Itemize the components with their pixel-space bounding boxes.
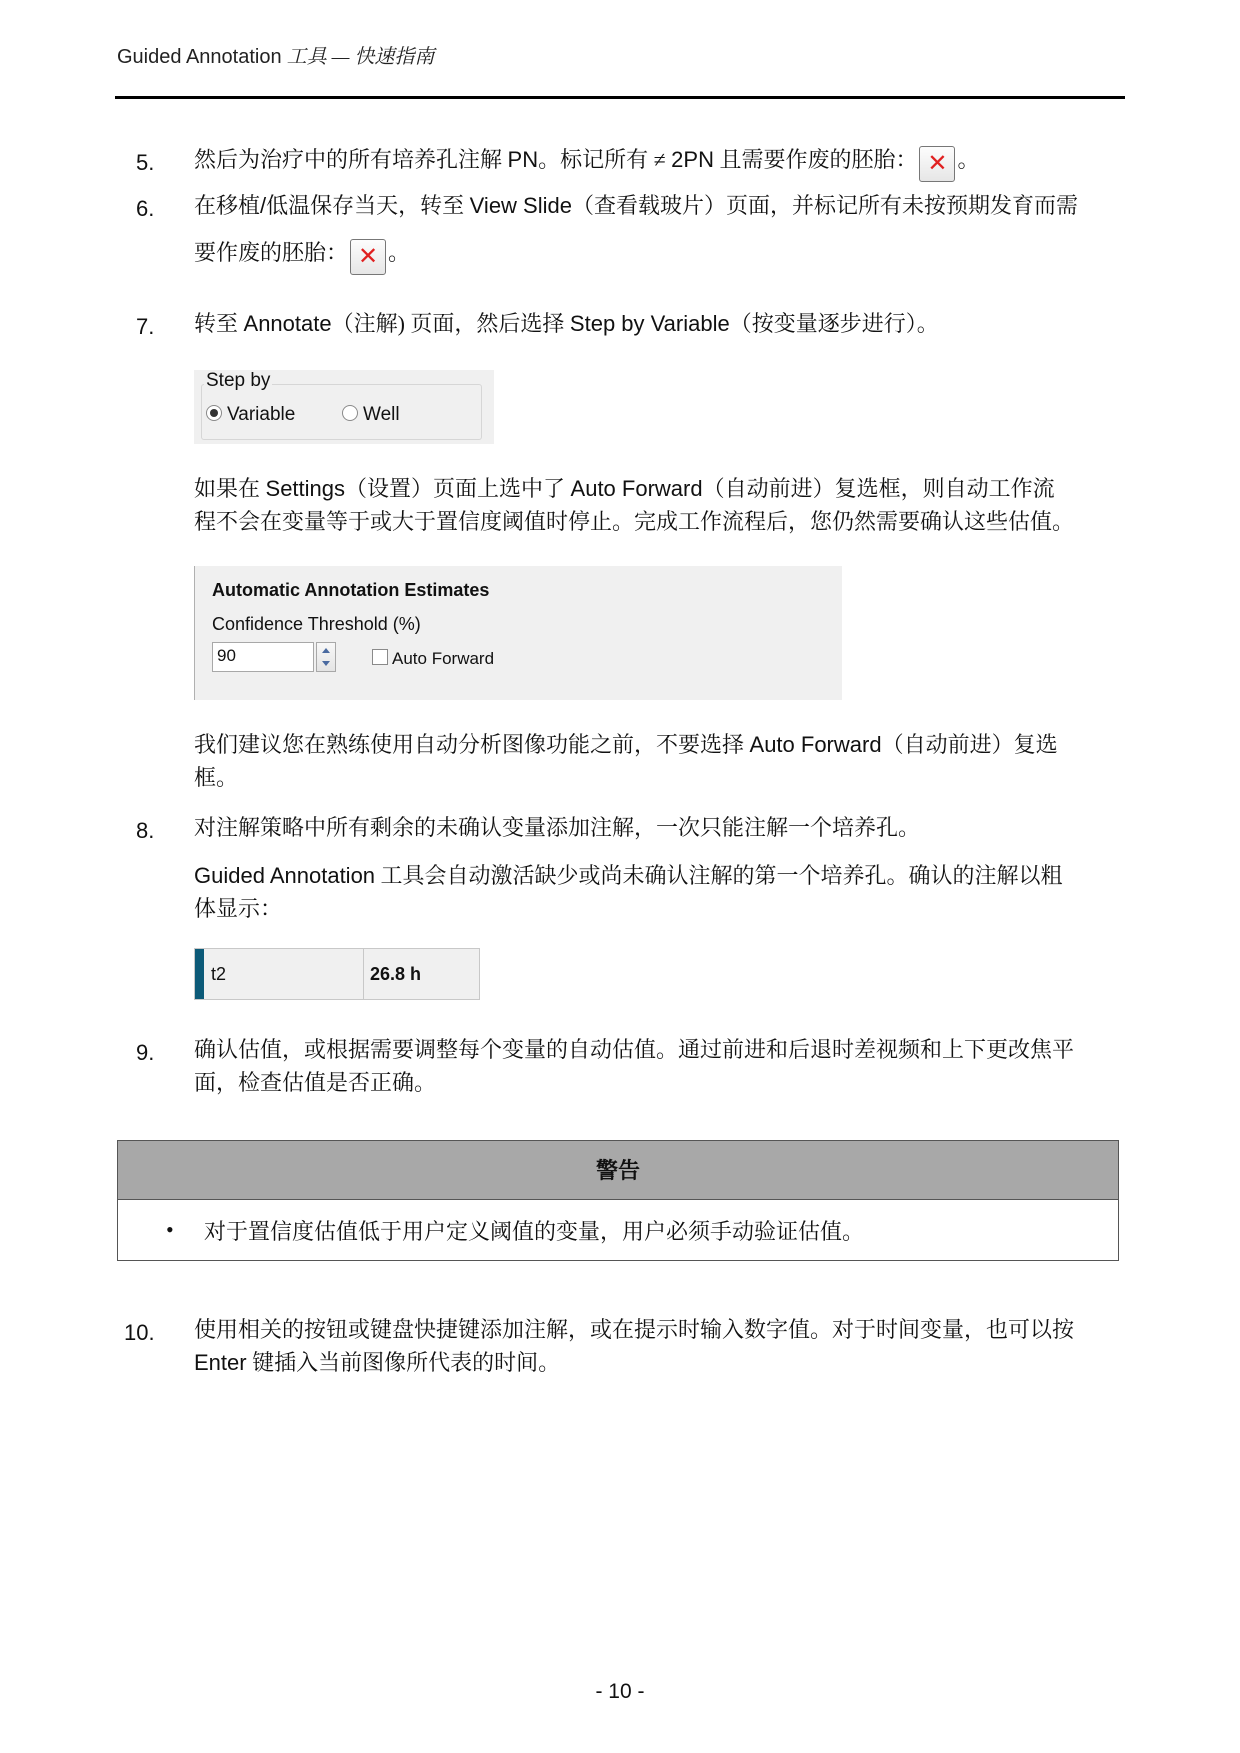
step-8-text: 对注解策略中所有剩余的未确认变量添加注解，一次只能注解一个培养孔。: [194, 815, 921, 840]
header-title-cn: 工具 — 快速指南: [281, 46, 435, 68]
reject-button: [350, 239, 386, 275]
reject-x-icon: ✕: [927, 149, 948, 177]
warning-heading: 警告: [118, 1141, 1118, 1200]
spin-down-icon[interactable]: [322, 661, 330, 666]
radio-variable[interactable]: Variable: [206, 404, 295, 426]
reject-x-icon: ✕: [357, 242, 379, 270]
radio-well[interactable]: Well: [342, 404, 400, 426]
confirmed-annotation-row[interactable]: [194, 948, 480, 1000]
reject-button: [919, 146, 955, 182]
variable-value: 26.8 h: [370, 964, 422, 984]
header-rule: [115, 96, 1125, 99]
step-6-text: 在移植/低温保存当天，转至 View Slide（查看载玻片）页面，并标记所有未按预期发育而需 要作废的胚胎： ✕ 。: [194, 189, 1124, 275]
checkbox-icon: [372, 649, 388, 665]
page-header: [117, 40, 434, 69]
auto-forward-paragraph: 如果在 Settings（设置）页面上选中了 Auto Forward（自动前进）复选框，则自动工作流 程不会在变量等于或大于置信度阈值时停止。完成工作流程后，您仍然需要确认这些估值。: [194, 476, 1075, 534]
row-accent: [195, 949, 204, 999]
step-5-number: 5.: [136, 150, 155, 175]
step-by-panel: [194, 370, 494, 444]
step-9-number: 9.: [136, 1040, 155, 1065]
step-9-text: 确认估值，或根据需要调整每个变量的自动估值。通过前进和后退时差视频和上下更改焦平 面，检查估值是否正确。: [194, 1037, 1075, 1095]
header-title-en: Guided Annotation: [117, 46, 282, 68]
radio-selected-icon: [206, 405, 222, 421]
step-8-number: 8.: [136, 818, 155, 843]
variable-name: t2: [211, 964, 227, 984]
page-number: - 10 -: [595, 1680, 645, 1703]
annotation-estimates-panel: [194, 566, 842, 700]
bullet-icon: •: [166, 1217, 174, 1242]
radio-unselected-icon: [342, 405, 358, 421]
threshold-input[interactable]: 90: [212, 642, 314, 672]
step-10-text: 使用相关的按钮或键盘快捷键添加注解，或在提示时输入数字值。对于时间变量，也可以按 Enter 键插入当前图像所代表的时间。: [194, 1317, 1075, 1375]
step-by-legend: Step by: [206, 370, 271, 391]
threshold-label: Confidence Threshold (%): [212, 614, 421, 634]
row-separator: [363, 949, 364, 999]
step-6-number: 6.: [136, 196, 155, 221]
step-5-text: 然后为治疗中的所有培养孔注解 PN。标记所有 ≠ 2PN 且需要作废的胚胎： ✕ 。: [194, 143, 1124, 182]
warning-box: [117, 1140, 1119, 1261]
auto-forward-checkbox[interactable]: Auto Forward: [372, 649, 494, 669]
guided-annotation-paragraph: Guided Annotation 工具会自动激活缺少或尚未确认注解的第一个培养孔。确认的注解以粗 体显示：: [194, 863, 1063, 921]
recommendation-paragraph: 我们建议您在熟练使用自动分析图像功能之前，不要选择 Auto Forward（自动前进）复选 框。: [194, 732, 1058, 790]
warning-text: 对于置信度估值低于用户定义阈值的变量，用户必须手动验证估值。: [204, 1219, 865, 1244]
panel-title: Automatic Annotation Estimates: [212, 580, 490, 600]
step-10-number: 10.: [124, 1320, 155, 1345]
spin-up-icon[interactable]: [322, 648, 330, 653]
step-7-number: 7.: [136, 314, 155, 339]
threshold-spinner[interactable]: [316, 642, 336, 672]
step-7-text: 转至 Annotate（注解) 页面，然后选择 Step by Variable（按变量逐步进行）。: [194, 311, 939, 336]
